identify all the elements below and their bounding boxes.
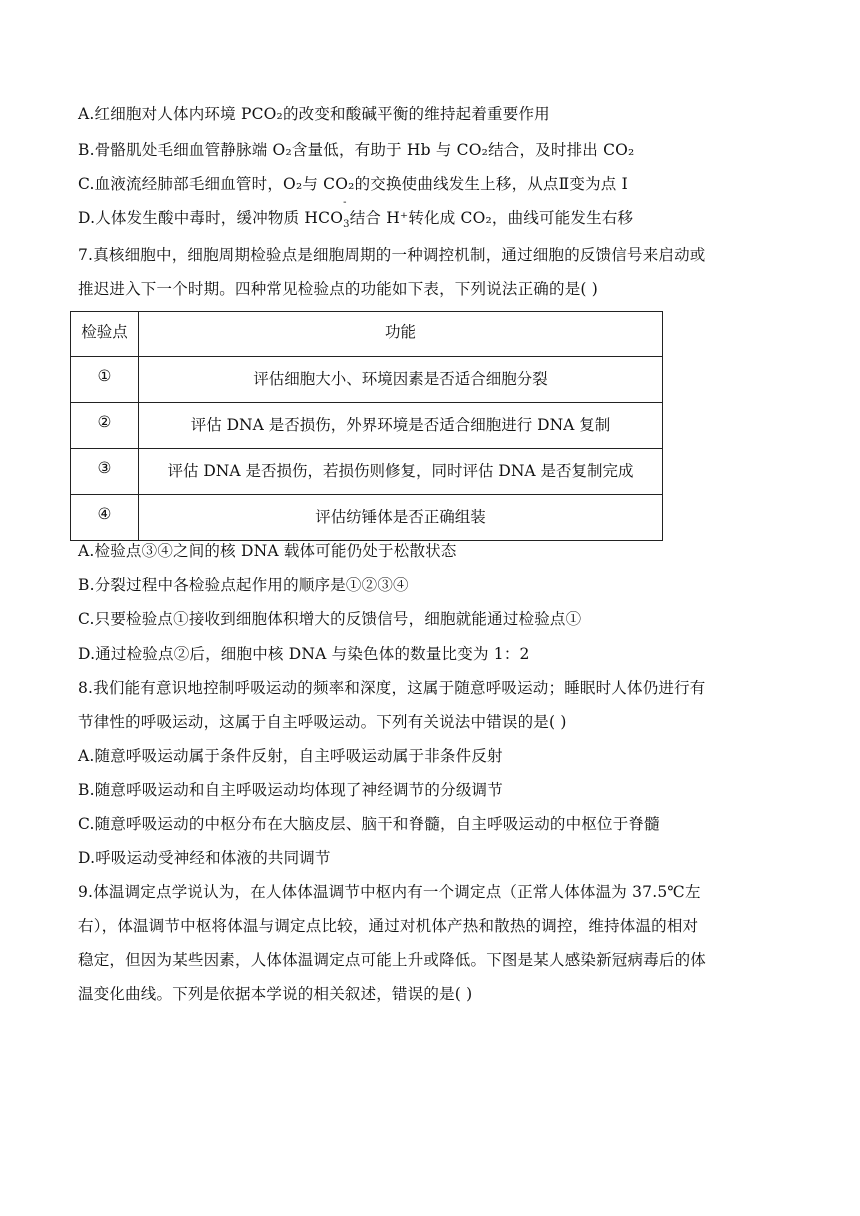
q9-stem-line2: 右），体温调节中枢将体温与调定点比较，通过对机体产热和散热的调控，维持体温的相对 xyxy=(78,917,699,935)
checkpoint-id: ③ xyxy=(71,449,139,495)
q6-option-a: A.红细胞对人体内环境 PCO₂的改变和酸碱平衡的维持起着重要作用 xyxy=(78,105,550,123)
q6-option-d xyxy=(78,197,634,231)
checkpoint-function: 评估 DNA 是否损伤，若损伤则修复，同时评估 DNA 是否复制完成 xyxy=(139,449,663,495)
checkpoint-function: 评估细胞大小、环境因素是否适合细胞分裂 xyxy=(139,357,663,403)
q7-stem-line2: 推迟进入下一个时期。四种常见检验点的功能如下表，下列说法正确的是( ) xyxy=(78,280,599,298)
q6-option-b: B.骨骼肌处毛细血管静脉端 O₂含量低，有助于 Hb 与 CO₂结合，及时排出 CO₂ xyxy=(78,141,635,159)
checkpoint-table xyxy=(70,311,663,541)
q8-option-d: D.呼吸运动受神经和体液的共同调节 xyxy=(78,849,331,867)
q9-stem-line1: 9.体温调定点学说认为，在人体体温调节中枢内有一个调定点（正常人体体温为 37.5℃左 xyxy=(78,883,701,901)
q7-option-a: A.检验点③④之间的核 DNA 载体可能仍处于松散状态 xyxy=(78,542,457,560)
q7-option-b: B.分裂过程中各检验点起作用的顺序是①②③④ xyxy=(78,576,409,594)
checkpoint-id: ② xyxy=(71,403,139,449)
q7-option-c: C.只要检验点①接收到细胞体积增大的反馈信号，细胞就能通过检验点① xyxy=(78,610,582,628)
hco3-subscript: 3 xyxy=(343,219,350,231)
q7-stem-line1: 7.真核细胞中，细胞周期检验点是细胞周期的一种调控机制，通过细胞的反馈信号来启动或 xyxy=(78,246,706,264)
header-function: 功能 xyxy=(139,312,663,357)
q7-option-d: D.通过检验点②后，细胞中核 DNA 与染色体的数量比变为 1：2 xyxy=(78,645,530,663)
checkpoint-id: ④ xyxy=(71,495,139,541)
header-checkpoint: 检验点 xyxy=(71,312,139,357)
q8-stem-line1: 8.我们能有意识地控制呼吸运动的频率和深度，这属于随意呼吸运动；睡眠时人体仍进行有 xyxy=(78,679,706,697)
q9-stem-line4: 温变化曲线。下列是依据本学说的相关叙述，错误的是( ) xyxy=(78,985,473,1003)
hco3-ion: $_3$ - xyxy=(343,197,350,231)
table-row xyxy=(71,357,663,403)
checkpoint-function: 评估 DNA 是否损伤，外界环境是否适合细胞进行 DNA 复制 xyxy=(139,403,663,449)
checkpoint-id: ① xyxy=(71,357,139,403)
q8-option-c: C.随意呼吸运动的中枢分布在大脑皮层、脑干和脊髓，自主呼吸运动的中枢位于脊髓 xyxy=(78,815,660,833)
q9-stem-line3: 稳定，但因为某些因素，人体体温调定点可能上升或降低。下图是某人感染新冠病毒后的体 xyxy=(78,951,707,969)
q6-option-c: C.血液流经肺部毛细血管时，O₂与 CO₂的交换使曲线发生上移，从点Ⅱ变为点 I xyxy=(78,175,628,193)
table-row xyxy=(71,403,663,449)
table-header-row xyxy=(71,312,663,357)
q6-option-d-prefix: D.人体发生酸中毒时，缓冲物质 HCO xyxy=(78,209,344,227)
checkpoint-function: 评估纺锤体是否正确组装 xyxy=(139,495,663,541)
table-row xyxy=(71,495,663,541)
table-row xyxy=(71,449,663,495)
q6-option-d-suffix: 结合 H⁺转化成 CO₂，曲线可能发生右移 xyxy=(349,209,634,227)
q8-option-b: B.随意呼吸运动和自主呼吸运动均体现了神经调节的分级调节 xyxy=(78,781,503,799)
q8-stem-line2: 节律性的呼吸运动，这属于自主呼吸运动。下列有关说法中错误的是( ) xyxy=(78,713,567,731)
q8-option-a: A.随意呼吸运动属于条件反射，自主呼吸运动属于非条件反射 xyxy=(78,747,503,765)
